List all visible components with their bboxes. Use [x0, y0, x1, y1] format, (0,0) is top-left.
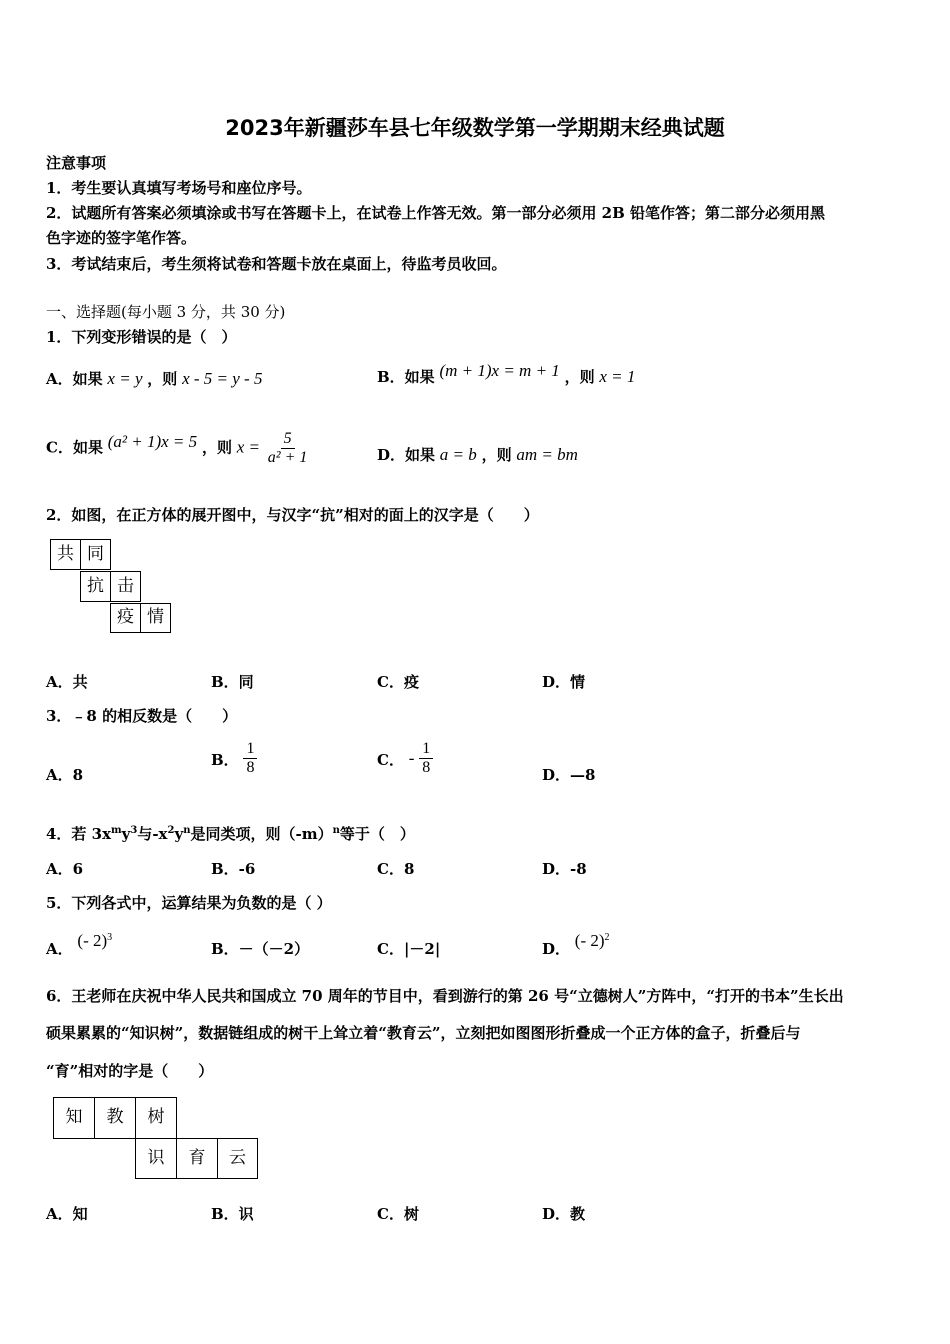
section-heading: 一、选择题(每小题 3 分，共 30 分) — [46, 303, 286, 321]
fraction — [243, 740, 257, 777]
question-3-stem: 3．﹣8 的相反数是（ ） — [46, 707, 238, 725]
option-label: D．如果 — [377, 446, 436, 464]
option-text: ，则 — [147, 370, 178, 388]
option-text: ，则 — [201, 438, 232, 457]
exponent: 3 — [130, 825, 138, 836]
net-cell: 教 — [94, 1097, 136, 1139]
stem-text: 与-x — [137, 825, 168, 843]
net-cell: 树 — [135, 1097, 177, 1139]
net-cell: 知 — [53, 1097, 95, 1139]
option-text: ，则 — [564, 368, 595, 386]
question-1-stem: 1．下列变形错误的是（ ） — [46, 328, 237, 346]
question-6-stem-line: 硕果累累的“知识树”，数据链组成的树干上耸立着“教育云”，立刻把如图图形折叠成一个正方体的盒子，折叠后与 — [46, 1024, 801, 1042]
q6-option-c: C．树 — [377, 1205, 419, 1223]
exponent: n — [332, 825, 340, 836]
q2-option-d: D．情 — [542, 673, 586, 691]
q4-option-b: B．-6 — [211, 860, 256, 878]
numerator: 1 — [419, 740, 433, 759]
exponent: n — [183, 825, 191, 836]
q2-option-b: B．同 — [211, 673, 254, 691]
question-4-stem — [46, 823, 415, 844]
stem-text: 等于（ ） — [339, 825, 415, 843]
q5-option-c: C．|－2| — [377, 940, 441, 958]
notice-item: 色字迹的签字笔作答。 — [46, 229, 197, 247]
net-cell: 情 — [140, 603, 171, 633]
net-cell: 疫 — [110, 603, 141, 633]
stem-text: y — [121, 825, 131, 843]
q4-option-a: A．6 — [46, 860, 84, 878]
option-label: C． — [377, 750, 404, 769]
net-cell: 云 — [217, 1138, 258, 1179]
math-expression: x = 1 — [599, 367, 636, 386]
q1-option-d — [377, 444, 578, 465]
notice-item: 1．考生要认真填写考场号和座位序号。 — [46, 179, 312, 197]
net-cell: 共 — [50, 539, 81, 570]
denominator: 8 — [246, 759, 255, 776]
q3-option-a: A．8 — [46, 766, 84, 784]
math-expression: x = — [236, 437, 261, 457]
net-cell: 抗 — [80, 571, 111, 602]
notice-heading: 注意事项 — [46, 154, 107, 172]
q1-option-b — [377, 361, 636, 387]
q1-option-c — [46, 430, 310, 467]
exponent: m — [111, 825, 122, 836]
math-expression: (- 2) — [77, 931, 108, 950]
q2-option-a: A．共 — [46, 673, 88, 691]
net-cell: 育 — [176, 1138, 218, 1179]
numerator: 5 — [281, 430, 295, 449]
notice-item: 2．试题所有答案必须填涂或书写在答题卡上，在试卷上作答无效。第一部分必须用 2B 铅笔作答；第二部分必须用黑 — [46, 204, 826, 222]
q5-option-a — [46, 930, 113, 958]
net-cell: 识 — [135, 1138, 177, 1179]
q5-option-b: B．－（－2） — [211, 940, 310, 958]
question-2-stem: 2．如图，在正方体的展开图中，与汉字“抗”相对的面上的汉字是（ ） — [46, 506, 539, 524]
stem-text: 4．若 3x — [46, 825, 112, 843]
stem-text: 是同类项，则（-m） — [190, 825, 333, 843]
fraction — [265, 430, 311, 467]
math-expression: x = y — [107, 369, 143, 388]
q4-option-d: D．-8 — [542, 860, 587, 878]
q5-option-d — [542, 930, 610, 958]
page-title: 2023年新疆莎车县七年级数学第一学期期末经典试题 — [225, 116, 725, 140]
math-expression: am = bm — [516, 445, 578, 464]
denominator: 8 — [422, 759, 431, 776]
question-6-stem-line: 6．王老师在庆祝中华人民共和国成立 70 周年的节目中，看到游行的第 26 号“立德树人”方阵中，“打开的书本”生长出 — [46, 987, 844, 1005]
denominator: a² + 1 — [267, 449, 308, 466]
q2-option-c: C．疫 — [377, 673, 419, 691]
exponent: 2 — [167, 825, 175, 836]
question-5-stem: 5．下列各式中，运算结果为负数的是（ ） — [46, 894, 332, 912]
q3-option-d: D．—8 — [542, 766, 596, 784]
option-text: ，则 — [481, 446, 512, 464]
net-cell: 同 — [80, 539, 111, 570]
math-expression: x - 5 = y - 5 — [182, 369, 263, 388]
stem-text: y — [174, 825, 184, 843]
option-label: A．如果 — [46, 370, 103, 388]
q3-option-b — [211, 740, 257, 777]
math-expression: (m + 1)x = m + 1 — [439, 361, 560, 380]
q6-option-b: B．识 — [211, 1205, 254, 1223]
option-label: B．如果 — [377, 368, 435, 386]
math-expression: a = b — [439, 445, 477, 464]
option-label: B． — [211, 750, 239, 769]
q1-option-a — [46, 368, 262, 389]
notice-item: 3．考试结束后，考生须将试卷和答题卡放在桌面上，待监考员收回。 — [46, 255, 507, 273]
question-6-stem-line: “育”相对的字是（ ） — [46, 1062, 214, 1080]
q4-option-c: C．8 — [377, 860, 415, 878]
fraction — [419, 740, 433, 777]
option-label: D． — [542, 940, 571, 958]
numerator: 1 — [243, 740, 257, 759]
net-cell: 击 — [110, 571, 141, 602]
exponent: 2 — [604, 932, 610, 943]
minus-sign: - — [408, 748, 415, 768]
exponent: 3 — [107, 932, 113, 943]
math-expression: (a² + 1)x = 5 — [107, 431, 198, 451]
q3-option-c — [377, 740, 433, 777]
math-expression: (- 2) — [574, 931, 605, 950]
option-label: A． — [46, 940, 73, 958]
q6-option-a: A．知 — [46, 1205, 88, 1223]
q6-option-d: D．教 — [542, 1205, 586, 1223]
option-label: C．如果 — [46, 438, 103, 457]
